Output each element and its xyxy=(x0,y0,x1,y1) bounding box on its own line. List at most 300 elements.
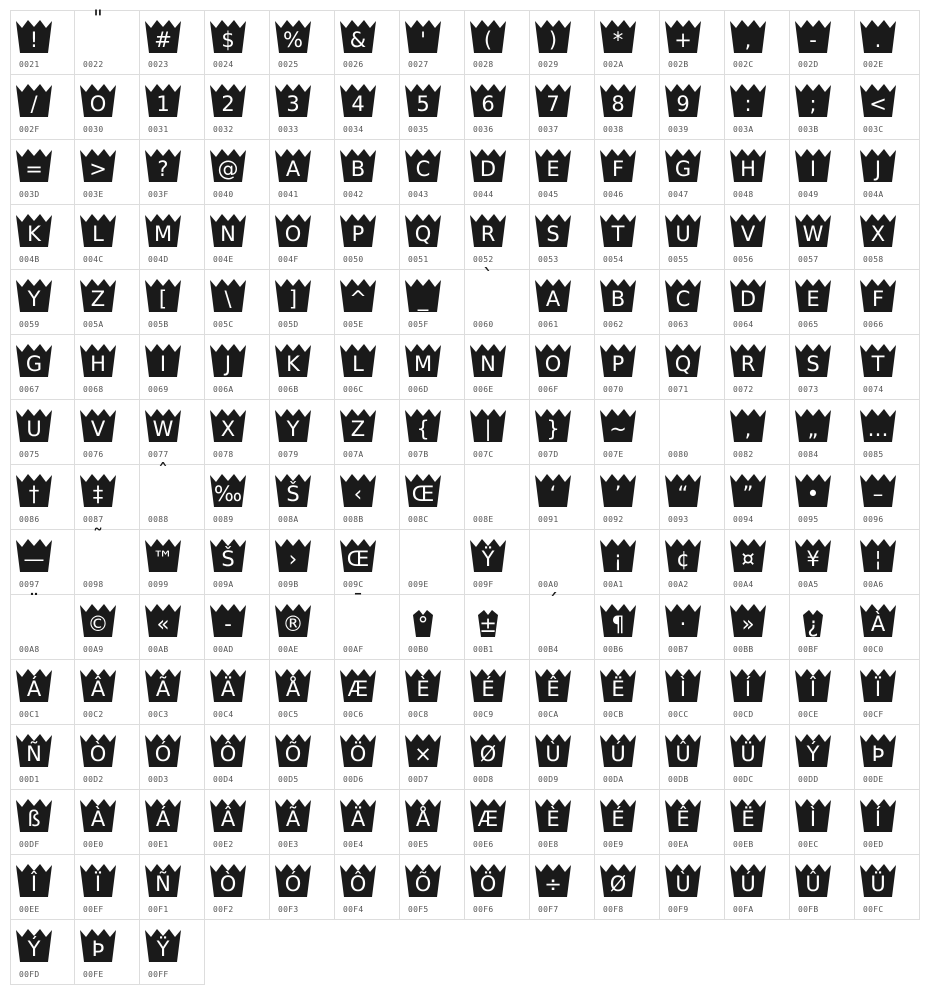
glyph-cell-00fe xyxy=(75,920,140,985)
glyph-preview xyxy=(210,148,246,182)
glyph-preview xyxy=(210,733,246,767)
glyph-code-label: 0048 xyxy=(733,190,754,199)
glyph-code-label: 0072 xyxy=(733,385,754,394)
glyph-preview xyxy=(795,83,831,117)
glyph-character: O xyxy=(284,222,302,246)
glyph-character: Þ xyxy=(91,937,105,961)
glyph-character: 2 xyxy=(221,92,235,116)
glyph-character: Ø xyxy=(609,872,627,896)
glyph-character: ˆ xyxy=(157,460,169,484)
glyph-character: @ xyxy=(217,157,239,181)
glyph-code-label: 00F5 xyxy=(408,905,429,914)
glyph-code-label: 00CD xyxy=(733,710,754,719)
glyph-cell-0059 xyxy=(10,270,75,335)
glyph-preview xyxy=(665,83,701,117)
glyph-preview xyxy=(600,798,636,832)
glyph-cell-0026 xyxy=(335,10,400,75)
glyph-character: G xyxy=(674,157,692,181)
glyph-code-label: 0098 xyxy=(83,580,104,589)
glyph-code-label: 003D xyxy=(19,190,40,199)
glyph-code-label: 0045 xyxy=(538,190,559,199)
glyph-cell-0096 xyxy=(855,465,920,530)
glyph-preview xyxy=(730,148,766,182)
glyph-preview xyxy=(405,19,441,53)
glyph-character: 7 xyxy=(546,92,560,116)
glyph-code-label: 00E0 xyxy=(83,840,104,849)
glyph-preview xyxy=(860,603,896,637)
glyph-character: ¶ xyxy=(611,612,625,636)
glyph-cell-00a1 xyxy=(595,530,660,595)
glyph-character: Ò xyxy=(89,742,107,766)
glyph-cell-0037 xyxy=(530,75,595,140)
glyph-character: Ú xyxy=(740,872,756,896)
glyph-cell-0056 xyxy=(725,205,790,270)
glyph-cell-00ef xyxy=(75,855,140,920)
glyph-cell-00e6 xyxy=(465,790,530,855)
glyph-character: ‡ xyxy=(92,482,104,506)
glyph-preview xyxy=(405,538,441,572)
glyph-character: G xyxy=(25,352,43,376)
glyph-character: Í xyxy=(874,807,882,831)
glyph-code-label: 0063 xyxy=(668,320,689,329)
glyph-code-label: 00EC xyxy=(798,840,819,849)
glyph-cell-0070 xyxy=(595,335,660,400)
glyph-code-label: 00A9 xyxy=(83,645,104,654)
glyph-character: W xyxy=(802,222,824,246)
glyph-preview xyxy=(405,213,441,247)
glyph-cell-00e0 xyxy=(75,790,140,855)
glyph-preview xyxy=(535,213,571,247)
glyph-cell-0046 xyxy=(595,140,660,205)
glyph-preview xyxy=(730,668,766,702)
glyph-code-label: 002F xyxy=(19,125,40,134)
glyph-character: D xyxy=(739,287,757,311)
glyph-character: È xyxy=(416,677,430,701)
glyph-cell-0027 xyxy=(400,10,465,75)
glyph-preview xyxy=(145,668,181,702)
glyph-cell-00c0 xyxy=(855,595,920,660)
glyph-code-label: 00D4 xyxy=(213,775,234,784)
glyph-code-label: 00E5 xyxy=(408,840,429,849)
glyph-code-label: 004A xyxy=(863,190,884,199)
glyph-preview xyxy=(16,343,52,377)
glyph-cell-004f xyxy=(270,205,335,270)
glyph-preview xyxy=(730,19,766,53)
glyph-cell-0069 xyxy=(140,335,205,400)
glyph-preview xyxy=(860,473,896,507)
glyph-preview xyxy=(275,278,311,312)
glyph-preview xyxy=(470,213,506,247)
glyph-character: O xyxy=(544,352,562,376)
glyph-preview xyxy=(80,343,116,377)
glyph-code-label: 00DE xyxy=(863,775,884,784)
glyph-preview xyxy=(340,538,376,572)
glyph-code-label: 0085 xyxy=(863,450,884,459)
glyph-preview xyxy=(80,525,116,572)
glyph-character: " xyxy=(93,6,103,30)
glyph-preview xyxy=(340,213,376,247)
glyph-cell-005d xyxy=(270,270,335,335)
glyph-character: Ë xyxy=(741,807,755,831)
glyph-cell-00e9 xyxy=(595,790,660,855)
glyph-cell-0036 xyxy=(465,75,530,140)
glyph-character: Ó xyxy=(154,742,172,766)
glyph-code-label: 00B6 xyxy=(603,645,624,654)
glyph-code-label: 00D3 xyxy=(148,775,169,784)
glyph-preview xyxy=(16,798,52,832)
glyph-preview xyxy=(535,408,571,442)
glyph-preview xyxy=(405,668,441,702)
glyph-cell-0033 xyxy=(270,75,335,140)
glyph-preview xyxy=(860,213,896,247)
glyph-cell-00ad xyxy=(205,595,270,660)
glyph-cell-006d xyxy=(400,335,465,400)
glyph-code-label: 0082 xyxy=(733,450,754,459)
glyph-character: É xyxy=(481,677,495,701)
glyph-preview xyxy=(340,590,376,637)
glyph-character: Ô xyxy=(349,872,367,896)
glyph-code-label: 0050 xyxy=(343,255,364,264)
glyph-cell-0072 xyxy=(725,335,790,400)
glyph-character: & xyxy=(349,28,367,52)
glyph-code-label: 006E xyxy=(473,385,494,394)
glyph-character: Ã xyxy=(155,677,171,701)
glyph-preview xyxy=(795,473,831,507)
glyph-cell-0060 xyxy=(465,265,530,335)
glyph-character: ® xyxy=(282,612,304,636)
glyph-code-label: 0051 xyxy=(408,255,429,264)
glyph-character: Å xyxy=(285,677,301,701)
glyph-character: Ä xyxy=(220,677,236,701)
glyph-cell-0055 xyxy=(660,205,725,270)
glyph-code-label: 0065 xyxy=(798,320,819,329)
glyph-cell-0074 xyxy=(855,335,920,400)
glyph-code-label: 00DB xyxy=(668,775,689,784)
glyph-character: † xyxy=(28,482,40,506)
glyph-preview xyxy=(665,343,701,377)
glyph-character: ¢ xyxy=(676,547,690,571)
glyph-preview xyxy=(470,603,506,637)
glyph-code-label: 006C xyxy=(343,385,364,394)
glyph-character: J xyxy=(224,352,232,376)
glyph-preview xyxy=(795,213,831,247)
glyph-code-label: 0096 xyxy=(863,515,884,524)
glyph-cell-0066 xyxy=(855,270,920,335)
glyph-character: R xyxy=(480,222,496,246)
glyph-cell-004b xyxy=(10,205,75,270)
glyph-code-label: 00F4 xyxy=(343,905,364,914)
glyph-character: 3 xyxy=(286,92,300,116)
glyph-cell-0049 xyxy=(790,140,855,205)
glyph-preview xyxy=(80,278,116,312)
glyph-cell-0030 xyxy=(75,75,140,140)
glyph-code-label: 00EE xyxy=(19,905,40,914)
glyph-preview xyxy=(535,590,571,637)
glyph-preview xyxy=(145,343,181,377)
glyph-preview xyxy=(16,213,52,247)
glyph-character: \ xyxy=(224,287,232,311)
glyph-preview xyxy=(730,798,766,832)
glyph-character: ^ xyxy=(349,287,367,311)
glyph-character: * xyxy=(612,28,624,52)
glyph-code-label: 0076 xyxy=(83,450,104,459)
glyph-code-label: 0029 xyxy=(538,60,559,69)
glyph-character: Ì xyxy=(809,807,817,831)
glyph-preview xyxy=(665,603,701,637)
glyph-character: © xyxy=(87,612,109,636)
glyph-preview xyxy=(145,213,181,247)
glyph-preview xyxy=(665,148,701,182)
glyph-preview xyxy=(340,278,376,312)
glyph-cell-008c xyxy=(400,465,465,530)
glyph-character: 1 xyxy=(156,92,170,116)
glyph-character: Ö xyxy=(349,742,367,766)
glyph-code-label: 002B xyxy=(668,60,689,69)
glyph-cell-00f3 xyxy=(270,855,335,920)
glyph-code-label: 0033 xyxy=(278,125,299,134)
glyph-character: 8 xyxy=(611,92,625,116)
glyph-code-label: 00AB xyxy=(148,645,169,654)
glyph-cell-007a xyxy=(335,400,400,465)
glyph-cell-00c9 xyxy=(465,660,530,725)
glyph-preview xyxy=(16,19,52,53)
glyph-character: | xyxy=(484,417,492,441)
glyph-preview xyxy=(860,538,896,572)
glyph-cell-0034 xyxy=(335,75,400,140)
glyph-character: ¤ xyxy=(741,547,755,571)
glyph-code-label: 004E xyxy=(213,255,234,264)
glyph-character: Æ xyxy=(347,677,369,701)
glyph-preview xyxy=(16,538,52,572)
glyph-preview xyxy=(405,473,441,507)
glyph-preview xyxy=(80,863,116,897)
glyph-preview xyxy=(860,278,896,312)
glyph-cell-00d5 xyxy=(270,725,335,790)
glyph-preview xyxy=(16,408,52,442)
glyph-preview xyxy=(795,863,831,897)
glyph-character: Á xyxy=(26,677,42,701)
glyph-cell-0038 xyxy=(595,75,660,140)
glyph-character: = xyxy=(25,157,43,181)
glyph-code-label: 009F xyxy=(473,580,494,589)
glyph-character: Ê xyxy=(676,807,690,831)
glyph-code-label: 00A8 xyxy=(19,645,40,654)
glyph-preview xyxy=(275,343,311,377)
glyph-code-label: 00D7 xyxy=(408,775,429,784)
glyph-cell-0061 xyxy=(530,270,595,335)
glyph-character: « xyxy=(156,612,170,636)
glyph-cell-005e xyxy=(335,270,400,335)
glyph-cell-00ae xyxy=(270,595,335,660)
glyph-character: K xyxy=(286,352,300,376)
glyph-character: Ï xyxy=(874,677,882,701)
glyph-character: / xyxy=(30,92,38,116)
glyph-cell-002a xyxy=(595,10,660,75)
glyph-cell-0071 xyxy=(660,335,725,400)
glyph-code-label: 00CA xyxy=(538,710,559,719)
glyph-cell-0079 xyxy=(270,400,335,465)
glyph-character: ! xyxy=(29,28,39,52)
glyph-preview xyxy=(145,460,181,507)
glyph-code-label: 0093 xyxy=(668,515,689,524)
glyph-code-label: 00C6 xyxy=(343,710,364,719)
glyph-cell-0063 xyxy=(660,270,725,335)
glyph-cell-007c xyxy=(465,400,530,465)
glyph-character: S xyxy=(806,352,820,376)
glyph-code-label: 006D xyxy=(408,385,429,394)
glyph-code-label: 008C xyxy=(408,515,429,524)
glyph-code-label: 00C5 xyxy=(278,710,299,719)
glyph-preview xyxy=(600,408,636,442)
glyph-code-label: 0030 xyxy=(83,125,104,134)
glyph-character: ± xyxy=(479,613,497,637)
glyph-cell-0043 xyxy=(400,140,465,205)
glyph-cell-0032 xyxy=(205,75,270,140)
glyph-code-label: 00AD xyxy=(213,645,234,654)
glyph-code-label: 0099 xyxy=(148,580,169,589)
glyph-code-label: 0034 xyxy=(343,125,364,134)
glyph-preview xyxy=(795,19,831,53)
glyph-preview xyxy=(470,408,506,442)
glyph-code-label: 00D8 xyxy=(473,775,494,784)
glyph-character: L xyxy=(92,222,104,246)
glyph-preview xyxy=(275,603,311,637)
glyph-character: ( xyxy=(483,28,493,52)
glyph-code-label: 00E3 xyxy=(278,840,299,849)
glyph-preview xyxy=(145,863,181,897)
glyph-preview xyxy=(145,148,181,182)
glyph-code-label: 009A xyxy=(213,580,234,589)
glyph-character: E xyxy=(546,157,560,181)
glyph-character: Ù xyxy=(675,872,691,896)
glyph-cell-00b6 xyxy=(595,595,660,660)
glyph-cell-0045 xyxy=(530,140,595,205)
glyph-preview xyxy=(405,148,441,182)
glyph-cell-00c2 xyxy=(75,660,140,725)
glyph-character: Ü xyxy=(870,872,886,896)
glyph-cell-009b xyxy=(270,530,335,595)
glyph-code-label: 0039 xyxy=(668,125,689,134)
glyph-preview xyxy=(16,590,52,637)
glyph-character: ß xyxy=(27,807,41,831)
glyph-code-label: 0074 xyxy=(863,385,884,394)
glyph-preview xyxy=(600,863,636,897)
glyph-cell-00f5 xyxy=(400,855,465,920)
glyph-character: 4 xyxy=(351,92,365,116)
glyph-code-label: 0070 xyxy=(603,385,624,394)
glyph-character: - xyxy=(809,28,817,52)
glyph-cell-00cb xyxy=(595,660,660,725)
glyph-code-label: 0047 xyxy=(668,190,689,199)
glyph-cell-0062 xyxy=(595,270,660,335)
glyph-code-label: 00B7 xyxy=(668,645,689,654)
glyph-character: Ý xyxy=(27,937,41,961)
glyph-code-label: 00BF xyxy=(798,645,819,654)
glyph-preview xyxy=(80,733,116,767)
glyph-character: C xyxy=(675,287,691,311)
glyph-cell-00e8 xyxy=(530,790,595,855)
glyph-cell-00ca xyxy=(530,660,595,725)
glyph-cell-00a8 xyxy=(10,590,75,660)
glyph-cell-00c6 xyxy=(335,660,400,725)
glyph-character: B xyxy=(610,287,626,311)
glyph-character: % xyxy=(283,28,303,52)
glyph-code-label: 00A4 xyxy=(733,580,754,589)
glyph-character: X xyxy=(220,417,236,441)
glyph-cell-00dc xyxy=(725,725,790,790)
glyph-preview xyxy=(730,408,766,442)
glyph-character: U xyxy=(26,417,42,441)
glyph-character: Ý xyxy=(806,742,820,766)
glyph-code-label: 00F3 xyxy=(278,905,299,914)
glyph-preview xyxy=(275,538,311,572)
glyph-code-label: 00D2 xyxy=(83,775,104,784)
glyph-preview xyxy=(665,863,701,897)
glyph-preview xyxy=(16,278,52,312)
glyph-cell-004e xyxy=(205,205,270,270)
glyph-preview xyxy=(665,538,701,572)
glyph-preview xyxy=(405,343,441,377)
glyph-cell-003c xyxy=(855,75,920,140)
glyph-cell-008e xyxy=(465,465,530,530)
glyph-code-label: 00EA xyxy=(668,840,689,849)
glyph-cell-0095 xyxy=(790,465,855,530)
glyph-character: “ xyxy=(677,482,689,506)
glyph-preview xyxy=(665,19,701,53)
glyph-character: Ÿ xyxy=(156,937,170,961)
glyph-cell-00f1 xyxy=(140,855,205,920)
glyph-preview xyxy=(470,733,506,767)
glyph-code-label: 0064 xyxy=(733,320,754,329)
glyph-cell-0088 xyxy=(140,460,205,530)
glyph-preview xyxy=(600,538,636,572)
glyph-code-label: 00FC xyxy=(863,905,884,914)
glyph-cell-00e1 xyxy=(140,790,205,855)
glyph-preview xyxy=(16,863,52,897)
glyph-character: » xyxy=(741,612,755,636)
glyph-cell-00d8 xyxy=(465,725,530,790)
glyph-cell-00d7 xyxy=(400,725,465,790)
glyph-character: # xyxy=(154,28,172,52)
glyph-cell-0025 xyxy=(270,10,335,75)
glyph-cell-0031 xyxy=(140,75,205,140)
glyph-cell-00f9 xyxy=(660,855,725,920)
glyph-code-label: 0027 xyxy=(408,60,429,69)
glyph-cell-00ce xyxy=(790,660,855,725)
glyph-code-label: 00A1 xyxy=(603,580,624,589)
glyph-cell-00c1 xyxy=(10,660,75,725)
glyph-code-label: 00F8 xyxy=(603,905,624,914)
glyph-cell-00e4 xyxy=(335,790,400,855)
glyph-grid xyxy=(10,6,920,985)
glyph-character: Ñ xyxy=(26,742,42,766)
glyph-cell-00de xyxy=(855,725,920,790)
glyph-preview xyxy=(600,213,636,247)
glyph-character: Ü xyxy=(740,742,756,766)
glyph-preview xyxy=(145,603,181,637)
glyph-character: ” xyxy=(742,482,754,506)
glyph-cell-005b xyxy=(140,270,205,335)
glyph-preview xyxy=(795,408,831,442)
glyph-code-label: 0066 xyxy=(863,320,884,329)
glyph-character: B xyxy=(350,157,366,181)
glyph-code-label: 0094 xyxy=(733,515,754,524)
glyph-cell-00d4 xyxy=(205,725,270,790)
glyph-cell-0035 xyxy=(400,75,465,140)
glyph-cell-002f xyxy=(10,75,75,140)
glyph-preview xyxy=(600,603,636,637)
glyph-character: L xyxy=(352,352,364,376)
